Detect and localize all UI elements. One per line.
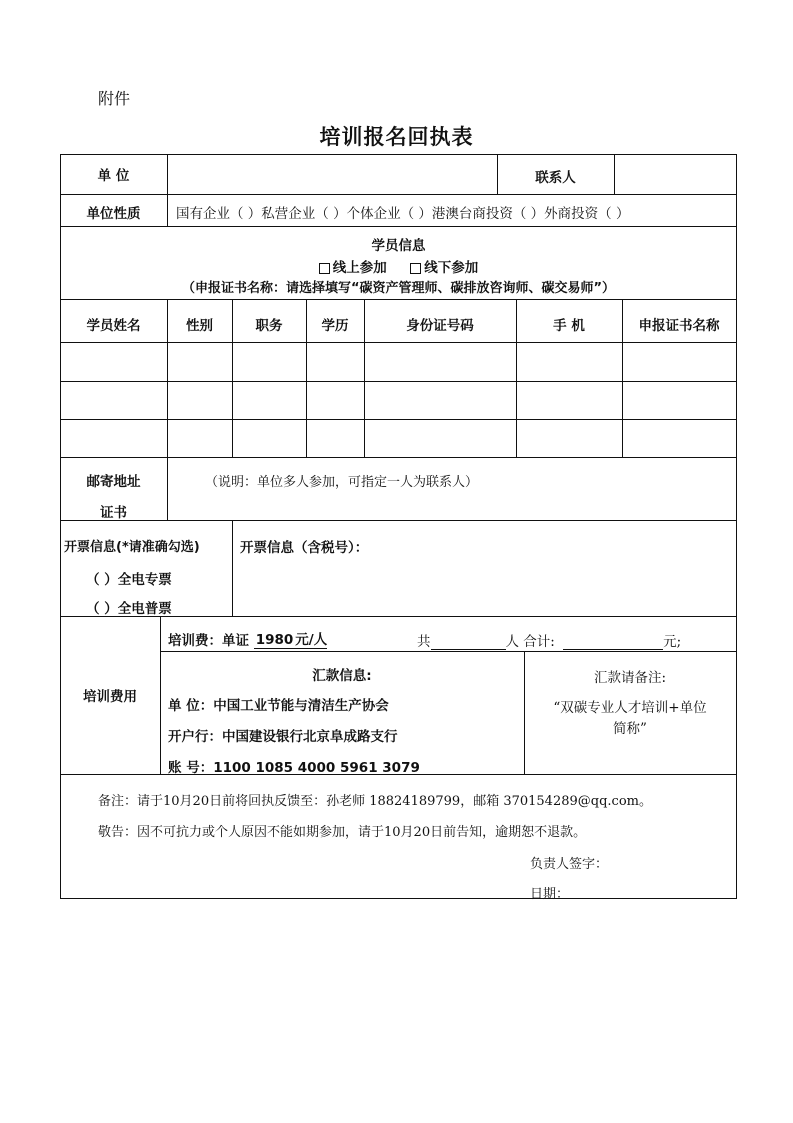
offline-checkbox[interactable] <box>410 263 421 274</box>
people-count-field[interactable] <box>431 635 506 650</box>
invoice-type-label: 开票信息(*请准确勾选) <box>64 540 200 555</box>
total-prefix: 共 <box>417 634 431 650</box>
fee-value: 1980 <box>255 632 294 648</box>
fee-label: 培训费用 <box>83 689 137 705</box>
unit-nature-label: 单位性质 <box>86 206 141 222</box>
payee-name: 单 位：中国工业节能与清洁生产协会 <box>168 698 389 714</box>
total-line <box>417 630 681 650</box>
invoice-special-option[interactable]: （ ）全电专票 <box>86 572 172 588</box>
bank-name: 开户行：中国建设银行北京阜成路支行 <box>168 729 398 745</box>
total-amount-field[interactable] <box>563 635 663 650</box>
remark-line-1: “双碳专业人才培训+单位 <box>553 700 707 716</box>
attachment-label: 附件 <box>98 89 131 108</box>
remit-heading: 汇款信息: <box>312 668 372 684</box>
certificate-note: （申报证书名称：请选择填写“碳资产管理师、碳排放咨询师、碳交易师”） <box>181 281 616 296</box>
remark-note: 备注：请于10月20日前将回执反馈至：孙老师 18824189799，邮箱 370154289@qq.com。 <box>98 794 652 809</box>
table-row[interactable] <box>61 420 736 457</box>
header-certificate: 申报证书名称 <box>638 318 720 334</box>
contact-label: 联系人 <box>535 170 576 186</box>
attendance-mode <box>60 256 737 276</box>
col-divider <box>160 616 161 775</box>
fee-unit: 元/人 <box>295 628 327 649</box>
unit-label: 单 位 <box>97 168 130 184</box>
col-divider <box>232 520 233 617</box>
table-row[interactable] <box>61 343 736 381</box>
refund-notice: 敬告：因不可抗力或个人原因不能如期参加，请于10月20日前告知，逾期恕不退款。 <box>98 825 587 840</box>
date-field[interactable] <box>575 880 725 896</box>
remark-line-2: 简称” <box>613 721 647 737</box>
online-checkbox[interactable] <box>319 263 330 274</box>
fee-line <box>168 628 327 649</box>
mailing-note: （说明：单位多人参加，可指定一人为联系人） <box>205 475 479 490</box>
row-divider <box>60 226 737 227</box>
mailing-address-label: 邮寄地址 <box>86 474 141 490</box>
contact-field[interactable] <box>615 155 736 194</box>
row-divider <box>60 299 737 300</box>
total-people-unit: 人 合计: <box>505 634 555 650</box>
total-amount-unit: 元; <box>663 634 682 650</box>
signature-field[interactable] <box>620 850 730 870</box>
fee-prefix: 培训费：单证 <box>168 633 249 649</box>
header-position: 职务 <box>255 318 283 334</box>
date-label: 日期： <box>530 887 570 902</box>
account-number: 账 号：1100 1085 4000 5961 3079 <box>168 760 420 776</box>
row-divider <box>60 194 737 195</box>
header-phone: 手 机 <box>553 318 585 334</box>
remark-heading: 汇款请备注: <box>593 670 667 686</box>
row-divider <box>160 651 737 652</box>
header-name: 学员姓名 <box>86 318 141 334</box>
online-label: 线上参加 <box>332 260 387 276</box>
header-gender: 性别 <box>186 318 213 334</box>
unit-name-field[interactable] <box>168 155 497 194</box>
header-education: 学历 <box>321 318 349 334</box>
offline-label: 线下参加 <box>424 260 479 276</box>
certificate-label: 证书 <box>100 505 127 521</box>
form-title: 培训报名回执表 <box>319 125 474 149</box>
row-divider <box>60 457 737 458</box>
header-id-number: 身份证号码 <box>406 318 474 334</box>
trainee-info-heading: 学员信息 <box>371 238 426 254</box>
unit-nature-options[interactable]: 国有企业（ ）私营企业（ ）个体企业（ ）港澳台商投资（ ）外商投资（ ） <box>176 206 630 222</box>
table-border-bottom <box>60 898 737 899</box>
table-row[interactable] <box>61 382 736 419</box>
signature-label: 负责人签字： <box>530 857 609 872</box>
invoice-info-label: 开票信息（含税号）： <box>240 540 369 556</box>
invoice-normal-option[interactable]: （ ）全电普票 <box>86 601 172 617</box>
